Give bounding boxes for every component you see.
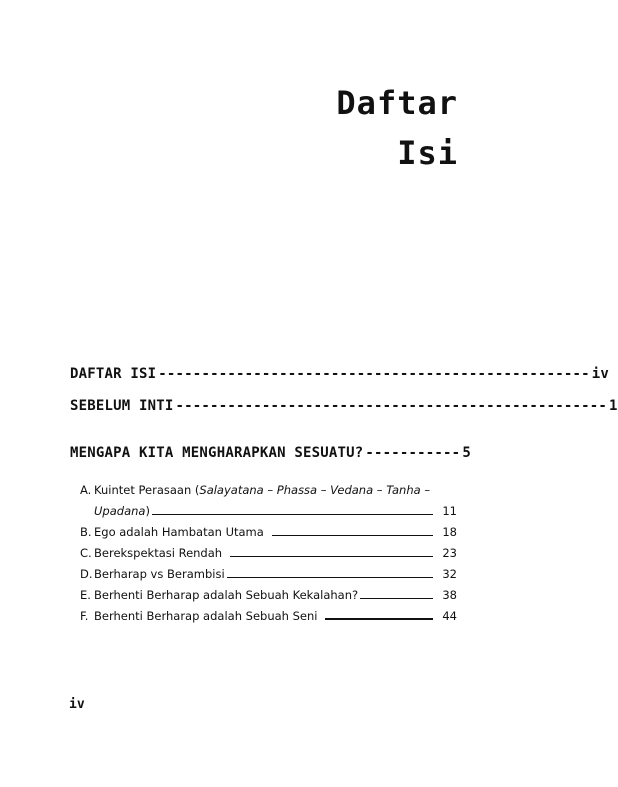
toc-subentry-c[interactable]: [80, 539, 457, 560]
toc-subentry-a[interactable]: [80, 476, 457, 497]
subentry-text: Berhenti Berharap adalah Sebuah Seni: [94, 609, 318, 623]
footer-page-number: iv: [69, 697, 85, 712]
dash-leader: -----------: [365, 445, 461, 461]
dash-leader: --------------------------------------------------: [158, 366, 590, 382]
subentry-letter: F.: [80, 609, 89, 623]
subentry-letter: D.: [80, 567, 93, 581]
toc-entry-page: iv: [591, 366, 609, 382]
title-line-1: Daftar: [336, 84, 458, 122]
subentry-text-cont: Upadana): [94, 504, 150, 518]
toc-entry-daftar-isi[interactable]: [70, 366, 609, 382]
subentry-page: 11: [442, 504, 457, 518]
toc-entry-page: 1: [608, 398, 618, 414]
subentry-text: Kuintet Perasaan (Salayatana – Phassa – Vedana – Tanha –: [94, 483, 431, 497]
toc-subentries: [80, 476, 457, 623]
subentry-text: Berekspektasi Rendah: [94, 546, 223, 560]
subentry-letter: E.: [80, 588, 91, 602]
subentry-page: 32: [442, 567, 457, 581]
leader-line: [227, 577, 433, 578]
subentry-page: 23: [442, 546, 457, 560]
leader-line: [325, 618, 433, 620]
leader-line: [272, 535, 433, 536]
leader-line: [230, 556, 433, 557]
leader-line: [152, 514, 433, 515]
subentry-text: Berhenti Berharap adalah Sebuah Kekalahan?: [94, 588, 359, 602]
toc-entry-mengapa[interactable]: [70, 445, 471, 461]
page-title: [336, 78, 458, 178]
subentry-page: 44: [442, 609, 457, 623]
toc-subentry-f[interactable]: [80, 602, 457, 623]
title-line-2: Isi: [397, 134, 458, 172]
toc-entry-label: SEBELUM INTI: [70, 398, 174, 414]
toc-subentry-b[interactable]: [80, 518, 457, 539]
toc-entry-label: MENGAPA KITA MENGHARAPKAN SESUATU?: [70, 445, 364, 461]
subentry-text: Berharap vs Berambisi: [94, 567, 225, 581]
subentry-letter: B.: [80, 525, 92, 539]
dash-leader: --------------------------------------------------: [175, 398, 607, 414]
toc-subentry-d[interactable]: [80, 560, 457, 581]
toc-entry-page: 5: [462, 445, 471, 461]
leader-line: [360, 598, 433, 599]
toc-entry-sebelum-inti[interactable]: [70, 398, 618, 414]
subentry-text: Ego adalah Hambatan Utama: [94, 525, 264, 539]
subentry-letter: A.: [80, 483, 92, 497]
subentry-page: 18: [442, 525, 457, 539]
subentry-letter: C.: [80, 546, 92, 560]
toc-subentry-e[interactable]: [80, 581, 457, 602]
toc-subentry-a-cont[interactable]: [80, 497, 457, 518]
subentry-page: 38: [442, 588, 457, 602]
toc-entry-label: DAFTAR ISI: [70, 366, 157, 382]
